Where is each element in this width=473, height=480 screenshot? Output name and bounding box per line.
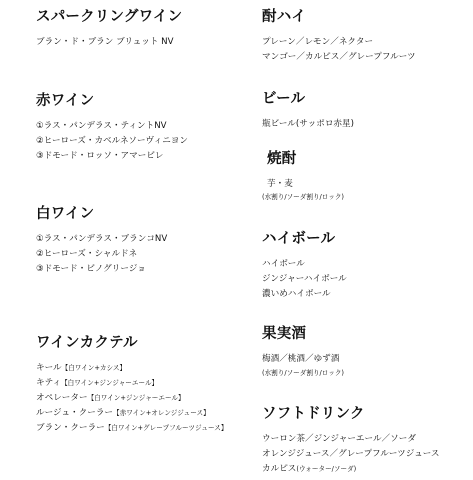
menu-section	[262, 8, 467, 65]
item-note: 【白ワイン+ジンジャーエール】	[87, 394, 185, 402]
menu-item	[36, 247, 251, 262]
item-name: オレンジジュース／グレープフルーツジュース	[262, 449, 440, 459]
section-heading: 酎ハイ	[262, 9, 307, 25]
item-note: (水割り/ソーダ割り/ロック)	[262, 369, 344, 377]
item-name: ウーロン茶／ジンジャーエール／ソーダ	[262, 434, 416, 444]
item-name: ブラン・ド・ブラン ブリュット NV	[36, 37, 174, 47]
menu-item	[36, 134, 251, 149]
menu-item	[262, 117, 467, 132]
menu-item	[36, 361, 251, 376]
item-name: ①ラス・パンデラス・ティントNV	[36, 121, 167, 131]
menu-item	[262, 462, 467, 477]
menu-item	[262, 257, 467, 272]
item-note: (水割り/ソーダ割り/ロック)	[262, 193, 344, 201]
menu-item	[36, 119, 251, 134]
menu-section	[36, 205, 251, 277]
item-name: マンゴー／カルピス／グレープフルーツ	[262, 52, 416, 62]
menu-item	[262, 192, 467, 202]
menu-item	[262, 367, 467, 379]
menu-section	[262, 90, 467, 132]
item-name: ②ヒーローズ・シャルドネ	[36, 249, 138, 259]
menu-item	[262, 50, 467, 65]
menu-section	[262, 405, 467, 477]
section-heading: 焼酎	[267, 151, 297, 167]
section-heading: 果実酒	[262, 326, 307, 342]
menu-item	[36, 35, 251, 50]
item-name: ルージュ・クーラー	[36, 408, 114, 418]
menu-section	[36, 92, 251, 164]
item-name: ハイボール	[262, 259, 305, 269]
menu-item	[36, 376, 251, 391]
menu-item	[262, 177, 467, 192]
section-heading: ビール	[262, 91, 306, 107]
menu-item	[262, 447, 467, 462]
item-note: 【白ワイン+グレープフルーツジュース】	[104, 424, 228, 432]
item-note: 【白ワイン+ジンジャーエール】	[61, 379, 159, 387]
section-heading: ワインカクテル	[36, 335, 138, 351]
item-name: カルピス	[262, 464, 297, 474]
menu-item	[36, 406, 251, 421]
menu-item	[262, 352, 467, 367]
item-note: 【赤ワイン+オレンジジュース】	[113, 409, 210, 417]
menu-item	[262, 35, 467, 50]
section-heading: スパークリングワイン	[36, 9, 183, 25]
item-name: ③ドモード・ビノグリージョ	[36, 264, 146, 274]
item-name: オペレーター	[36, 393, 88, 403]
item-name: プレーン／レモン／ネクター	[262, 37, 374, 47]
menu-item	[262, 287, 467, 302]
menu-item	[36, 391, 251, 406]
item-name: ブラン・クーラー	[36, 423, 105, 433]
section-heading: 赤ワイン	[36, 93, 95, 109]
menu-item	[36, 421, 251, 436]
menu-section	[262, 230, 467, 302]
item-name: ③ドモード・ロッソ・アマービレ	[36, 151, 164, 161]
menu-section	[36, 8, 251, 50]
menu-section	[262, 150, 467, 202]
section-heading: 白ワイン	[36, 206, 95, 222]
menu-item	[262, 432, 467, 447]
item-name: ジンジャーハイボール	[262, 274, 347, 284]
item-name: 濃いめハイボール	[262, 289, 331, 299]
item-name: 梅酒／桃酒／ゆず酒	[262, 354, 340, 364]
menu-item	[36, 149, 251, 164]
item-name: 芋・麦	[267, 179, 293, 189]
item-name: ①ラス・パンデラス・ブランコNV	[36, 234, 168, 244]
menu-item	[262, 272, 467, 287]
item-name: ②ヒーローズ・カベルネソーヴィニヨン	[36, 136, 188, 146]
menu-item	[36, 262, 251, 277]
item-name: キール	[36, 363, 62, 373]
section-heading: ソフトドリンク	[262, 406, 365, 422]
item-note: 【白ワイン+カシス】	[61, 364, 127, 372]
item-name: キティ	[36, 378, 62, 388]
item-name: 瓶ビール(サッポロ赤星)	[262, 119, 354, 129]
section-heading: ハイボール	[262, 231, 336, 247]
menu-section	[36, 334, 251, 436]
item-note: (ウォーター/ソーダ)	[296, 465, 357, 473]
menu-item	[36, 232, 251, 247]
menu-section	[262, 325, 467, 379]
